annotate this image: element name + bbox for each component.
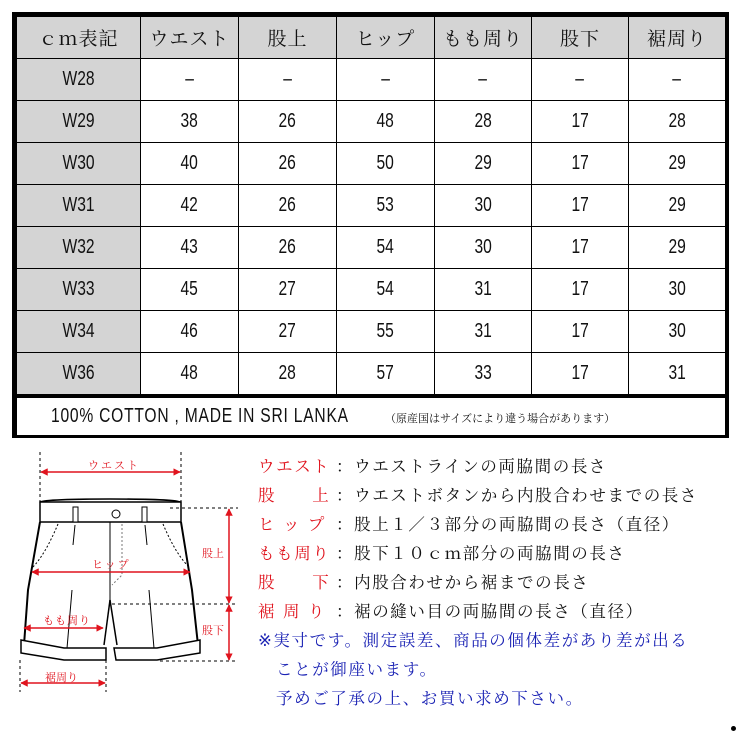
value: 26 bbox=[278, 110, 297, 132]
size-label: W30 bbox=[62, 152, 95, 174]
header-cm-notation: ｃｍ表記 bbox=[17, 17, 141, 59]
diagram-label-waist: ウエスト bbox=[88, 459, 140, 472]
value-cell bbox=[435, 227, 532, 269]
value-cell bbox=[629, 353, 726, 397]
origin-note: （原産国はサイズにより違う場合があります） bbox=[385, 412, 616, 425]
legend-colon: ： bbox=[336, 602, 355, 621]
value-cell bbox=[532, 353, 629, 397]
value: 30 bbox=[474, 194, 492, 216]
value: 33 bbox=[474, 362, 492, 384]
value-cell bbox=[239, 101, 337, 143]
value: 30 bbox=[474, 236, 492, 258]
legend-item-rise bbox=[258, 481, 740, 510]
value-cell bbox=[532, 227, 629, 269]
legend-desc: 裾の縫い目の両脇間の長さ（直径） bbox=[354, 602, 644, 621]
value: 31 bbox=[474, 278, 492, 300]
table-footer-row bbox=[17, 396, 726, 436]
legend-item-inseam bbox=[258, 568, 740, 597]
legend-desc: 股下１０ｃｍ部分の両脇間の長さ bbox=[354, 544, 626, 563]
value-cell bbox=[532, 269, 629, 311]
table-row bbox=[17, 269, 726, 311]
size-cell bbox=[17, 353, 141, 397]
value: 27 bbox=[278, 278, 297, 300]
value: 53 bbox=[376, 194, 395, 216]
size-cell bbox=[17, 101, 141, 143]
notice-line: ※実寸です。測定誤差、商品の個体差があり差が出る bbox=[258, 631, 689, 650]
value: 54 bbox=[376, 278, 395, 300]
value-cell bbox=[239, 185, 337, 227]
size-cell bbox=[17, 143, 141, 185]
legend-colon: ： bbox=[336, 515, 355, 534]
size-cell bbox=[17, 59, 141, 101]
size-label: W29 bbox=[62, 110, 95, 132]
value-cell bbox=[435, 269, 532, 311]
value: 45 bbox=[180, 278, 199, 300]
table-row bbox=[17, 311, 726, 353]
header-hem: 裾周り bbox=[629, 17, 726, 59]
legend-desc: 股上１／３部分の両脇間の長さ（直径） bbox=[354, 515, 680, 534]
value: 17 bbox=[571, 152, 589, 174]
value-cell bbox=[141, 353, 239, 397]
header-waist: ウエスト bbox=[141, 17, 239, 59]
value-cell bbox=[239, 59, 337, 101]
value-cell bbox=[337, 143, 435, 185]
notice-line: ことが御座います。 bbox=[276, 660, 438, 679]
value: 38 bbox=[180, 110, 199, 132]
legend-desc: ウエストボタンから内股合わせまでの長さ bbox=[354, 486, 699, 505]
legend-term: 股 上 bbox=[258, 486, 331, 505]
size-label: W28 bbox=[62, 68, 95, 90]
value: 42 bbox=[180, 194, 199, 216]
size-table-frame bbox=[12, 12, 729, 438]
legend-item-hip bbox=[258, 510, 740, 539]
table-row bbox=[17, 59, 726, 101]
table-row bbox=[17, 185, 726, 227]
legend-item-hem bbox=[258, 597, 740, 626]
size-cell bbox=[17, 269, 141, 311]
value-cell bbox=[141, 101, 239, 143]
value: 30 bbox=[668, 320, 686, 342]
table-row bbox=[17, 143, 726, 185]
value-cell bbox=[629, 311, 726, 353]
value: 54 bbox=[376, 236, 395, 258]
legend-term: ヒ ッ プ bbox=[258, 515, 326, 534]
bullet-dot bbox=[731, 726, 736, 731]
value-cell bbox=[532, 311, 629, 353]
value-cell bbox=[141, 143, 239, 185]
value-cell bbox=[337, 353, 435, 397]
legend-item-waist bbox=[258, 452, 740, 481]
diagram-label-inseam: 股下 bbox=[202, 624, 224, 637]
value-cell bbox=[239, 353, 337, 397]
value-cell bbox=[337, 227, 435, 269]
shorts-illustration-icon bbox=[0, 440, 260, 740]
value: 50 bbox=[376, 152, 395, 174]
value-cell bbox=[629, 227, 726, 269]
value-cell bbox=[532, 101, 629, 143]
value: 40 bbox=[180, 152, 199, 174]
value-cell bbox=[141, 185, 239, 227]
value: 27 bbox=[278, 320, 297, 342]
diagram-label-thigh: もも周り bbox=[43, 614, 91, 627]
value-cell bbox=[141, 269, 239, 311]
diagram-label-hip: ヒップ bbox=[92, 558, 131, 571]
value: – bbox=[672, 68, 682, 90]
value: 30 bbox=[668, 278, 686, 300]
header-thigh: もも周り bbox=[435, 17, 532, 59]
size-label: W36 bbox=[62, 362, 95, 384]
material-origin-text: 100% COTTON , MADE IN SRI LANKA bbox=[51, 405, 349, 427]
legend-colon: ： bbox=[336, 457, 355, 476]
legend-colon: ： bbox=[336, 573, 355, 592]
legend-colon: ： bbox=[336, 544, 355, 563]
value-cell bbox=[532, 185, 629, 227]
value-cell bbox=[435, 143, 532, 185]
size-label: W31 bbox=[62, 194, 95, 216]
header-hip: ヒップ bbox=[337, 17, 435, 59]
legend-desc: ウエストラインの両脇間の長さ bbox=[354, 457, 608, 476]
value: – bbox=[283, 68, 292, 90]
value-cell bbox=[337, 59, 435, 101]
value-cell bbox=[239, 143, 337, 185]
value-cell bbox=[337, 101, 435, 143]
legend-term: ウエスト bbox=[258, 457, 331, 476]
value-cell bbox=[239, 311, 337, 353]
value: 43 bbox=[180, 236, 199, 258]
table-header-row bbox=[17, 17, 726, 59]
value: 31 bbox=[668, 362, 686, 384]
measurement-legend bbox=[258, 452, 740, 713]
value-cell bbox=[629, 269, 726, 311]
value: 29 bbox=[668, 194, 686, 216]
material-origin-cell bbox=[17, 396, 726, 436]
header-inseam: 股下 bbox=[532, 17, 629, 59]
value: – bbox=[478, 68, 488, 90]
value-cell bbox=[532, 143, 629, 185]
value: 29 bbox=[668, 236, 686, 258]
size-table bbox=[16, 16, 726, 436]
value: 46 bbox=[180, 320, 199, 342]
measurement-notice bbox=[258, 626, 740, 713]
size-label: W33 bbox=[62, 278, 95, 300]
value: 29 bbox=[668, 152, 686, 174]
size-cell bbox=[17, 185, 141, 227]
value-cell bbox=[337, 311, 435, 353]
value: 28 bbox=[278, 362, 297, 384]
table-row bbox=[17, 101, 726, 143]
value-cell bbox=[239, 227, 337, 269]
value: 17 bbox=[571, 278, 589, 300]
notice-line: 予めご了承の上、お買い求め下さい。 bbox=[276, 689, 584, 708]
value-cell bbox=[435, 311, 532, 353]
value: 17 bbox=[571, 110, 589, 132]
shorts-measurement-diagram bbox=[0, 440, 260, 740]
size-label: W34 bbox=[62, 320, 95, 342]
value-cell bbox=[629, 185, 726, 227]
value: 28 bbox=[668, 110, 686, 132]
value: – bbox=[381, 68, 390, 90]
value-cell bbox=[435, 185, 532, 227]
size-label: W32 bbox=[62, 236, 95, 258]
value-cell bbox=[629, 143, 726, 185]
legend-term: もも周り bbox=[258, 544, 331, 563]
legend-term: 裾 周 り bbox=[258, 602, 326, 621]
value: 26 bbox=[278, 152, 297, 174]
value-cell bbox=[141, 227, 239, 269]
table-row bbox=[17, 353, 726, 397]
value-cell bbox=[337, 185, 435, 227]
value-cell bbox=[239, 269, 337, 311]
value-cell bbox=[435, 101, 532, 143]
value: 17 bbox=[571, 320, 589, 342]
value-cell bbox=[532, 59, 629, 101]
value-cell bbox=[629, 101, 726, 143]
value: 48 bbox=[180, 362, 199, 384]
size-cell bbox=[17, 227, 141, 269]
value: 26 bbox=[278, 194, 297, 216]
value-cell bbox=[337, 269, 435, 311]
value: 28 bbox=[474, 110, 492, 132]
value-cell bbox=[629, 59, 726, 101]
value: – bbox=[185, 68, 194, 90]
value-cell bbox=[435, 59, 532, 101]
value: 55 bbox=[376, 320, 395, 342]
value: 48 bbox=[376, 110, 395, 132]
value: 29 bbox=[474, 152, 492, 174]
value-cell bbox=[141, 311, 239, 353]
legend-desc: 内股合わせから裾までの長さ bbox=[354, 573, 590, 592]
table-row bbox=[17, 227, 726, 269]
value: 31 bbox=[474, 320, 492, 342]
legend-colon: ： bbox=[336, 486, 355, 505]
legend-term: 股 下 bbox=[258, 573, 331, 592]
value: 17 bbox=[571, 194, 589, 216]
value: 26 bbox=[278, 236, 297, 258]
value-cell bbox=[141, 59, 239, 101]
diagram-label-rise: 股上 bbox=[202, 547, 224, 560]
value: 57 bbox=[376, 362, 395, 384]
value: – bbox=[575, 68, 585, 90]
value: 17 bbox=[571, 236, 589, 258]
header-rise: 股上 bbox=[239, 17, 337, 59]
legend-item-thigh bbox=[258, 539, 740, 568]
value: 17 bbox=[571, 362, 589, 384]
value-cell bbox=[435, 353, 532, 397]
diagram-label-hem: 裾周り bbox=[45, 671, 78, 684]
size-cell bbox=[17, 311, 141, 353]
